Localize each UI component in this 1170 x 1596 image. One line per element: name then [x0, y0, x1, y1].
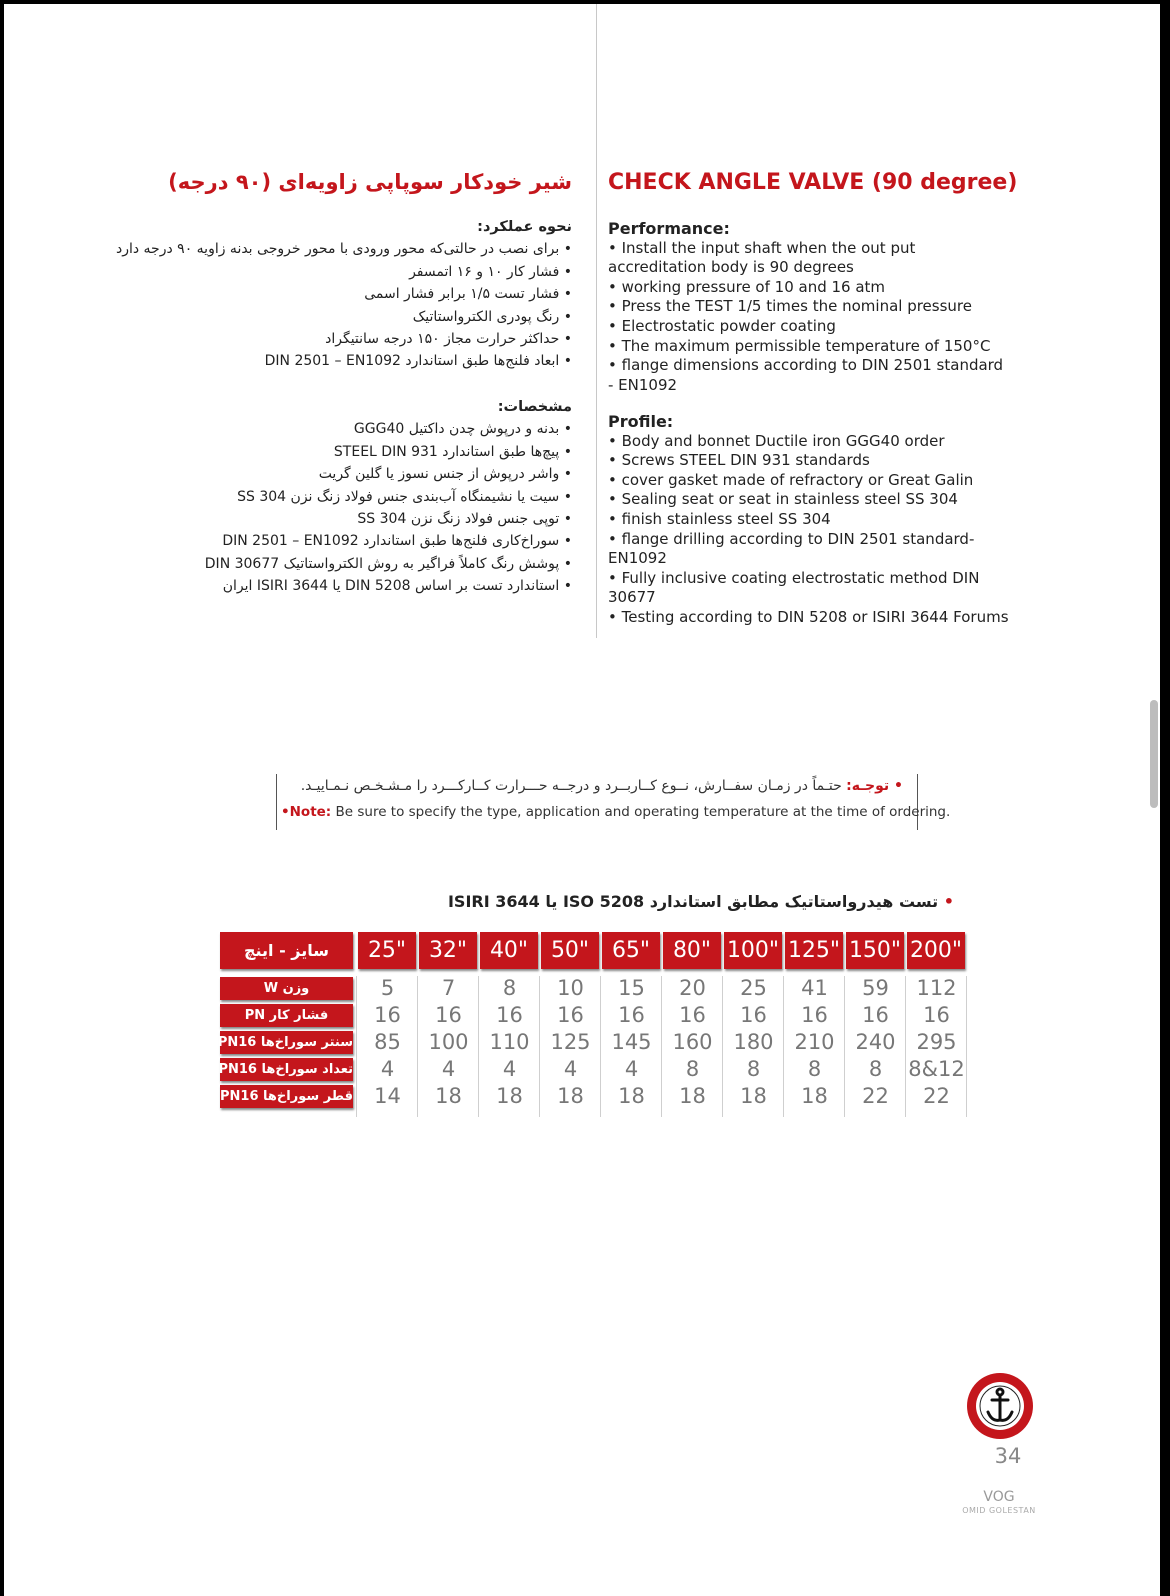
size-header: 25" — [358, 932, 416, 969]
profile-fa-item: • توپی جنس فولاد زنگ نزن SS 304 — [357, 511, 572, 528]
table-cell: 18 — [801, 1084, 828, 1108]
catalog-page — [4, 4, 1160, 1596]
size-header-label: سایز - اینچ — [220, 932, 353, 969]
table-cell: 16 — [557, 1003, 584, 1027]
table-cell: 14 — [374, 1084, 401, 1108]
note-fa-label: • توجـه: — [846, 778, 903, 794]
profile-heading: Profile: — [608, 412, 674, 431]
size-header: 40" — [480, 932, 538, 969]
profile-fa-item: • پوشش رنگ کاملاً فراگیر به روش الکترواستاتیک DIN 30677 — [204, 555, 572, 572]
table-cell: 8 — [502, 976, 517, 1000]
ordering-note — [276, 774, 951, 830]
brand-mark: VOG — [983, 1489, 1015, 1505]
profile-fa-item: • استاندارد تست بر اساس DIN 5208 یا ISIRI 3644 ایران — [222, 578, 572, 595]
profile-fa-item: • سیت یا نشیمنگاه آب‌بندی جنس فولاد زنگ نزن SS 304 — [237, 488, 572, 505]
profile-item: • Testing according to DIN 5208 or ISIRI 3644 Forums — [608, 607, 1009, 626]
profile-item: • Fully inclusive coating electrostatic method DIN 30677 — [608, 568, 980, 607]
row-label-hole-diameter: قطر سوراخ‌ها PN16 — [220, 1085, 353, 1108]
profile-item: • flange drilling according to DIN 2501 standard-EN1092 — [608, 529, 975, 568]
table-cell: 16 — [679, 1003, 706, 1027]
performance-item: • Electrostatic powder coating — [608, 316, 836, 335]
performance-fa-item: • حداکثر حرارت مجاز ۱۵۰ درجه سانتیگراد — [325, 331, 572, 348]
table-cell: 22 — [923, 1084, 950, 1108]
hydro-title-text: تست هیدرواستاتیک مطابق استاندارد ISO 5208 یا ISIRI 3644 — [447, 892, 939, 911]
title-persian: شیر خودکار سوپاپی زاویه‌ای (۹۰ درجه) — [168, 170, 572, 194]
performance-item: • working pressure of 10 and 16 atm — [608, 277, 886, 296]
row-label-hole-count: تعداد سوراخ‌ها PN16 — [220, 1058, 353, 1081]
table-cell: 125 — [550, 1030, 591, 1054]
table-cell: 110 — [489, 1030, 530, 1054]
table-cell: 4 — [502, 1057, 517, 1081]
note-english — [281, 804, 950, 820]
table-cell: 240 — [855, 1030, 896, 1054]
table-cell: 112 — [916, 976, 957, 1000]
table-cell: 18 — [679, 1084, 706, 1108]
table-cell: 100 — [428, 1030, 469, 1054]
hydro-bullet: • — [943, 892, 954, 911]
size-header: 65" — [602, 932, 660, 969]
performance-fa-item: • برای نصب در حالتی‌که محور ورودی با محور خروجی بدنه زاویه ۹۰ درجه دارد — [115, 241, 572, 258]
performance-fa-item: • فشار کار ۱۰ و ۱۶ اتمسفر — [409, 263, 572, 280]
performance-fa-item: • ابعاد فلنج‌ها طبق استاندارد DIN 2501 – EN1092 — [264, 353, 572, 370]
table-cell: 180 — [733, 1030, 774, 1054]
profile-item: • Screws STEEL DIN 931 standards — [608, 451, 870, 470]
table-cell: 18 — [618, 1084, 645, 1108]
table-cell: 16 — [435, 1003, 462, 1027]
size-header: 80" — [663, 932, 721, 969]
performance-item: • Press the TEST 1/5 times the nominal pressure — [608, 297, 972, 316]
profile-fa-item: • سوراخ‌کاری فلنج‌ها طبق استاندارد DIN 2501 – EN1092 — [222, 533, 572, 550]
table-cell: 8 — [746, 1057, 761, 1081]
note-persian — [301, 778, 903, 794]
table-cell: 210 — [794, 1030, 835, 1054]
profile-fa-item: • بدنه و درپوش چدن داکتیل GGG40 — [353, 421, 572, 438]
table-cell: 8 — [685, 1057, 700, 1081]
table-cell: 4 — [563, 1057, 578, 1081]
page-number: 34 — [994, 1444, 1022, 1468]
table-cell: 16 — [801, 1003, 828, 1027]
table-cell: 10 — [557, 976, 584, 1000]
row-label-pressure: فشار کار PN — [220, 1004, 353, 1027]
table-cell: 4 — [380, 1057, 395, 1081]
note-fa-text: حتـماً در زمـان سفــارش، نــوع کــاربــرد و درجــه حـــرارت کــارکـــرد را مـشـخـص نـمـاییـد. — [300, 778, 847, 794]
size-header: 100" — [724, 932, 782, 969]
table-cell: 59 — [862, 976, 889, 1000]
table-cell: 16 — [740, 1003, 767, 1027]
profile-fa-section — [142, 396, 572, 598]
hydrostatic-test-title — [448, 892, 954, 911]
table-cell: 18 — [496, 1084, 523, 1108]
table-cell: 4 — [624, 1057, 639, 1081]
performance-fa-item: • رنگ پودری الکترواستاتیک — [412, 308, 572, 325]
profile-item: • Sealing seat or seat in stainless steel SS 304 — [608, 490, 958, 509]
performance-fa-heading: نحوه عملکرد: — [477, 219, 572, 235]
table-cell: 7 — [441, 976, 456, 1000]
performance-fa-item: • فشار تست ۱/۵ برابر فشار اسمی — [364, 286, 572, 303]
performance-heading: Performance: — [608, 219, 730, 238]
table-cell: 25 — [740, 976, 767, 1000]
performance-fa-section — [115, 216, 572, 373]
brand-subtitle: OMID GOLESTAN — [962, 1506, 1036, 1515]
table-cell: 18 — [740, 1084, 767, 1108]
table-cell: 295 — [916, 1030, 957, 1054]
row-label-weight: وزن W — [220, 977, 353, 1000]
note-en-text: Be sure to specify the type, application and operating temperature at the time of ordering. — [331, 804, 951, 820]
company-logo — [966, 1372, 1034, 1440]
title-english: CHECK ANGLE VALVE (90 degree) — [608, 170, 1018, 195]
table-cell: 160 — [672, 1030, 713, 1054]
table-cell: 16 — [618, 1003, 645, 1027]
profile-fa-item: • پیچ‌ها طبق استاندارد STEEL DIN 931 — [333, 443, 572, 460]
row-label-hole-center: سنتر سوراخ‌ها PN16 — [220, 1031, 353, 1054]
table-cell: 16 — [862, 1003, 889, 1027]
performance-item: • Install the input shaft when the out put accreditation body is 90 degrees — [608, 238, 916, 277]
profile-fa-item: • واشر درپوش از جنس نسوز یا گلین گریت — [318, 466, 572, 483]
size-header: 32" — [419, 932, 477, 969]
table-cell: 145 — [611, 1030, 652, 1054]
table-cell: 8 — [868, 1057, 883, 1081]
table-cell: 41 — [801, 976, 828, 1000]
table-cell: 15 — [618, 976, 645, 1000]
table-cell: 85 — [374, 1030, 401, 1054]
performance-item: • The maximum permissible temperature of 150°C — [608, 336, 991, 355]
size-header: 125" — [785, 932, 843, 969]
profile-item: • cover gasket made of refractory or Great Galin — [608, 470, 974, 489]
table-cell: 18 — [557, 1084, 584, 1108]
size-header: 150" — [846, 932, 904, 969]
performance-section — [608, 219, 1010, 395]
profile-fa-heading: مشخصات: — [497, 399, 572, 415]
table-cell: 16 — [496, 1003, 523, 1027]
table-cell: 16 — [923, 1003, 950, 1027]
table-cell: 8 — [807, 1057, 822, 1081]
vertical-scrollbar[interactable] — [1150, 700, 1158, 808]
table-cell: 5 — [380, 976, 395, 1000]
size-header: 50" — [541, 932, 599, 969]
note-en-label: •Note: — [281, 804, 332, 820]
profile-item: • finish stainless steel SS 304 — [608, 509, 831, 528]
table-cell: 16 — [374, 1003, 401, 1027]
profile-section — [608, 412, 1010, 628]
table-cell: 22 — [862, 1084, 889, 1108]
performance-item: • flange dimensions according to DIN 2501 standard - EN1092 — [608, 356, 1004, 394]
column-divider — [596, 4, 597, 638]
table-cell: 20 — [679, 976, 706, 1000]
table-cell: 4 — [441, 1057, 456, 1081]
table-cell: 8&12 — [908, 1057, 965, 1081]
profile-item: • Body and bonnet Ductile iron GGG40 order — [608, 431, 945, 450]
size-header: 200" — [907, 932, 965, 969]
table-cell: 18 — [435, 1084, 462, 1108]
